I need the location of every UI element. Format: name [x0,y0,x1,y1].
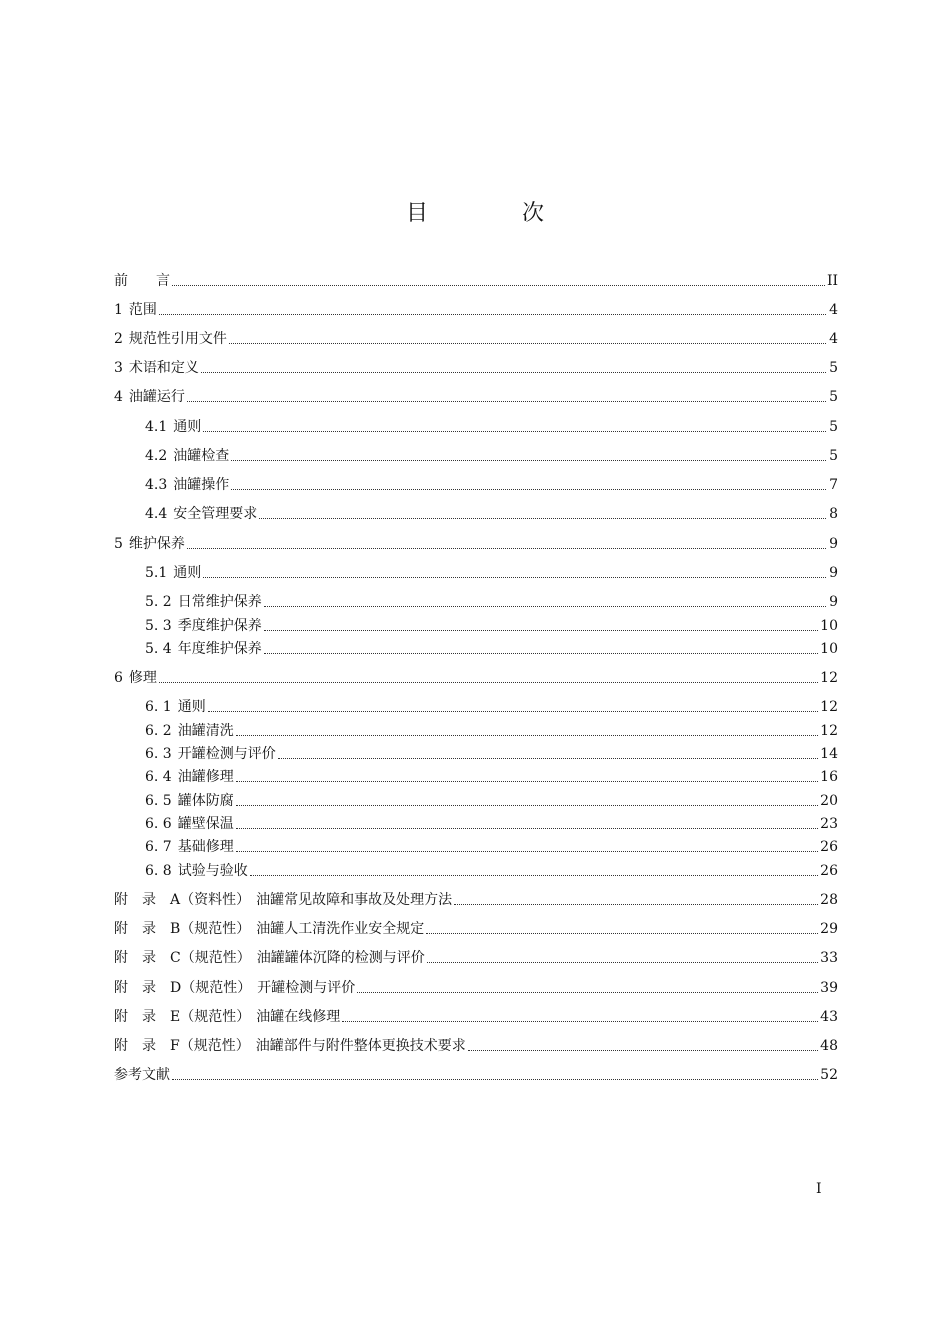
toc-page-number: 48 [820,1038,838,1054]
toc-label: 通则 [177,699,206,715]
toc-label: 术语和定义 [128,360,199,376]
toc-number: 5. 3 [145,618,172,634]
leader-dots [187,548,826,549]
toc-label: 通则 [173,419,202,435]
toc-entry-6-3[interactable] [145,745,838,763]
toc-number: 5. 2 [145,594,172,610]
leader-dots [250,875,818,876]
toc-entry-5-2[interactable] [145,593,838,611]
toc-number: 附 录 C（规范性） [114,950,251,966]
toc-label: 开罐检测与评价 [177,746,276,762]
toc-page-number: 23 [820,816,838,832]
leader-dots [342,1021,818,1022]
toc-page-number: 12 [820,723,838,739]
toc-label: 油罐运行 [128,389,185,405]
toc-label: 维护保养 [128,536,185,552]
page-number: I [816,1181,822,1197]
toc-label: 油罐罐体沉降的检测与评价 [256,950,425,966]
toc-number: 5 [114,536,123,552]
toc-entry-appendix-c[interactable] [114,949,838,967]
leader-dots [203,577,826,578]
leader-dots [201,372,826,373]
toc-page-number: 28 [820,892,838,908]
toc-label: 安全管理要求 [173,506,258,522]
toc-number: 附 录 B（规范性） [114,921,251,937]
toc-label: 油罐清洗 [177,723,234,739]
toc-entry-appendix-d[interactable] [114,979,838,997]
toc-label: 油罐检查 [173,448,230,464]
toc-entry-6-4[interactable] [145,768,838,786]
toc-entry-3[interactable] [114,359,838,377]
toc-page-number: 9 [829,536,838,552]
toc-entry-6-5[interactable] [145,792,838,810]
toc-page-number: 39 [820,980,838,996]
toc-number: 附 录 A（资料性） [114,892,251,908]
toc-page-number: 52 [820,1067,838,1083]
toc-entry-6-8[interactable] [145,862,838,880]
toc-entry-appendix-b[interactable] [114,920,838,938]
toc-page-number: 5 [829,389,838,405]
toc-number: 4 [114,389,123,405]
toc-entry-4-1[interactable] [145,418,838,436]
leader-dots [208,711,818,712]
leader-dots [203,431,826,432]
toc-page-number: 10 [820,641,838,657]
leader-dots [159,682,818,683]
leader-dots [236,828,818,829]
toc-page-number: 16 [820,769,838,785]
toc-entry-5-3[interactable] [145,617,838,635]
leader-dots [264,653,818,654]
toc-number: 附 录 F（规范性） [114,1038,250,1054]
toc-number: 5. 4 [145,641,172,657]
toc-label: 试验与验收 [177,863,248,879]
toc-label: 范围 [128,302,157,318]
toc-number: 3 [114,360,123,376]
toc-entry-1[interactable] [114,301,838,319]
toc-entry-4-3[interactable] [145,476,838,494]
toc-number: 附 录 D（规范性） [114,980,252,996]
toc-number: 6. 1 [145,699,172,715]
toc-entry-4-4[interactable] [145,505,838,523]
toc-entry-references[interactable] [114,1066,838,1084]
leader-dots [357,992,818,993]
toc-page-number: 8 [829,506,838,522]
leader-dots [236,805,818,806]
toc-label: 参考文献 [114,1067,170,1083]
toc-page-number: 5 [829,360,838,376]
toc-label: 开罐检测与评价 [257,980,356,996]
leader-dots [264,606,826,607]
leader-dots [468,1050,818,1051]
leader-dots [159,314,826,315]
toc-number: 6 [114,670,123,686]
toc-label: 规范性引用文件 [128,331,227,347]
leader-dots [236,781,818,782]
toc-label: 油罐操作 [173,477,230,493]
page-title: 目 次 [405,201,580,226]
toc-label: 油罐修理 [177,769,234,785]
toc-label: 前 言 [114,273,170,289]
leader-dots [426,933,818,934]
toc-number: 6. 5 [145,793,172,809]
toc-label: 年度维护保养 [177,641,262,657]
leader-dots [454,904,818,905]
toc-page-number: 7 [829,477,838,493]
toc-label: 油罐常见故障和事故及处理方法 [256,892,453,908]
toc-page-number: 29 [820,921,838,937]
toc-entry-appendix-a[interactable] [114,891,838,909]
toc-number: 2 [114,331,123,347]
toc-page-number: 5 [829,419,838,435]
leader-dots [229,343,826,344]
leader-dots [231,489,826,490]
leader-dots [236,851,818,852]
toc-page-number: 9 [829,565,838,581]
toc-label: 基础修理 [177,839,234,855]
toc-number: 附 录 E（规范性） [114,1009,251,1025]
toc-label: 油罐人工清洗作业安全规定 [256,921,425,937]
toc-entry-appendix-f[interactable] [114,1037,838,1055]
toc-entry-6-2[interactable] [145,722,838,740]
toc-page-number: II [826,273,838,289]
toc-page-number: 4 [829,302,838,318]
toc-page-number: 4 [829,331,838,347]
toc-page-number: 14 [820,746,838,762]
toc-label: 日常维护保养 [177,594,262,610]
toc-entry-2[interactable] [114,330,838,348]
toc-entry-5-1[interactable] [145,564,838,582]
toc-number: 6. 3 [145,746,172,762]
toc-number: 6. 7 [145,839,172,855]
leader-dots [236,735,818,736]
toc-number: 4.4 [145,506,168,522]
toc-number: 4.1 [145,419,168,435]
toc-number: 1 [114,302,123,318]
toc-number: 6. 6 [145,816,172,832]
toc-label: 油罐在线修理 [256,1009,341,1025]
toc-page-number: 10 [820,618,838,634]
toc-number: 4.3 [145,477,168,493]
toc-label: 油罐部件与附件整体更换技术要求 [255,1038,466,1054]
leader-dots [187,401,826,402]
toc-entry-4[interactable] [114,388,838,406]
toc-number: 5.1 [145,565,168,581]
toc-page-number: 5 [829,448,838,464]
toc-page-number: 26 [820,839,838,855]
toc-page-number: 9 [829,594,838,610]
toc-label: 罐体防腐 [177,793,234,809]
toc-label: 季度维护保养 [177,618,262,634]
toc-number: 6. 2 [145,723,172,739]
toc-entry-6-6[interactable] [145,815,838,833]
toc-label: 罐壁保温 [177,816,234,832]
leader-dots [231,460,826,461]
toc-number: 6. 8 [145,863,172,879]
toc-entry-6[interactable] [114,669,838,687]
toc-entry-5-4[interactable] [145,640,838,658]
toc-entry-appendix-e[interactable] [114,1008,838,1026]
toc-page-number: 20 [820,793,838,809]
leader-dots [427,962,818,963]
toc-page-number: 43 [820,1009,838,1025]
leader-dots [172,1079,818,1080]
toc-number: 4.2 [145,448,168,464]
toc-page-number: 12 [820,670,838,686]
toc-entry-4-2[interactable] [145,447,838,465]
toc-entry-5[interactable] [114,535,838,553]
leader-dots [278,758,818,759]
leader-dots [259,518,826,519]
toc-label: 修理 [128,670,157,686]
toc-label: 通则 [173,565,202,581]
leader-dots [172,285,825,286]
toc-page-number: 33 [820,950,838,966]
toc-number: 6. 4 [145,769,172,785]
toc-entry-6-1[interactable] [145,698,838,716]
toc-page-number: 26 [820,863,838,879]
toc-page-number: 12 [820,699,838,715]
toc-entry-foreword[interactable] [114,272,838,290]
leader-dots [264,630,818,631]
toc-entry-6-7[interactable] [145,838,838,856]
